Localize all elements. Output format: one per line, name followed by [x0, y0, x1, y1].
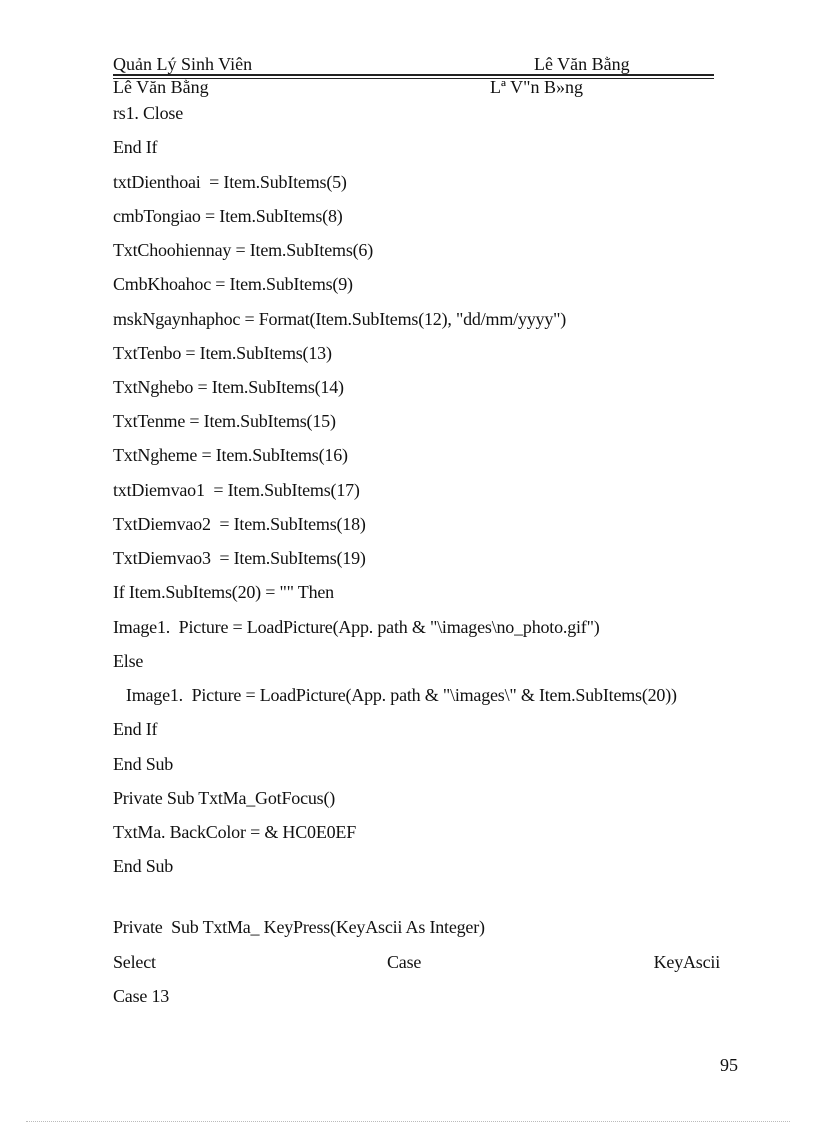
code-line: Else [113, 651, 144, 671]
code-line: TxtDiemvao3 = Item.SubItems(19) [113, 548, 366, 568]
code-line: rs1. Close [113, 103, 184, 123]
select-case-line [113, 951, 720, 1061]
code-line: End If [113, 719, 158, 739]
code-line: TxtTenbo = Item.SubItems(13) [113, 343, 332, 363]
header-rule-thick [113, 74, 714, 76]
keyascii-variable: KeyAscii [653, 952, 720, 972]
code-line: txtDienthoai = Item.SubItems(5) [113, 172, 347, 192]
header-sub-right: Lª V"n B»ng [490, 77, 583, 97]
code-line: Image1. Picture = LoadPicture(App. path & "\images\no_photo.gif") [113, 617, 600, 637]
code-line: End Sub [113, 856, 174, 876]
code-line: TxtDiemvao2 = Item.SubItems(18) [113, 514, 366, 534]
case-keyword: Case [387, 952, 422, 972]
code-line: End Sub [113, 754, 174, 774]
code-line: cmbTongiao = Item.SubItems(8) [113, 206, 343, 226]
code-line: mskNgaynhaphoc = Format(Item.SubItems(12), "dd/mm/yyyy") [113, 309, 567, 329]
code-line: TxtNgheme = Item.SubItems(16) [113, 445, 348, 465]
select-keyword: Select [113, 952, 156, 972]
code-line: txtDiemvao1 = Item.SubItems(17) [113, 480, 360, 500]
code-line-last: Case 13 [113, 986, 170, 1006]
header-right-title: Lê Văn Bằng [534, 54, 630, 74]
code-line: If Item.SubItems(20) = "" Then [113, 582, 334, 602]
code-line: Private Sub TxtMa_GotFocus() [113, 788, 336, 808]
page-number: 95 [720, 1055, 738, 1075]
code-line: TxtMa. BackColor = & HC0E0EF [113, 822, 357, 842]
code-line: Private Sub TxtMa_ KeyPress(KeyAscii As Integer) [113, 917, 485, 937]
code-line: TxtChoohiennay = Item.SubItems(6) [113, 240, 374, 260]
page-bottom-dotted-border [26, 1121, 790, 1122]
code-line: CmbKhoahoc = Item.SubItems(9) [113, 274, 353, 294]
header-sub-left: Lê Văn Bằng [113, 77, 209, 97]
code-line: TxtNghebo = Item.SubItems(14) [113, 377, 344, 397]
header-left-title: Quản Lý Sinh Viên [113, 54, 253, 74]
code-line: TxtTenme = Item.SubItems(15) [113, 411, 336, 431]
code-line: Image1. Picture = LoadPicture(App. path & "\images\" & Item.SubItems(20)) [113, 685, 677, 705]
code-line: End If [113, 137, 158, 157]
